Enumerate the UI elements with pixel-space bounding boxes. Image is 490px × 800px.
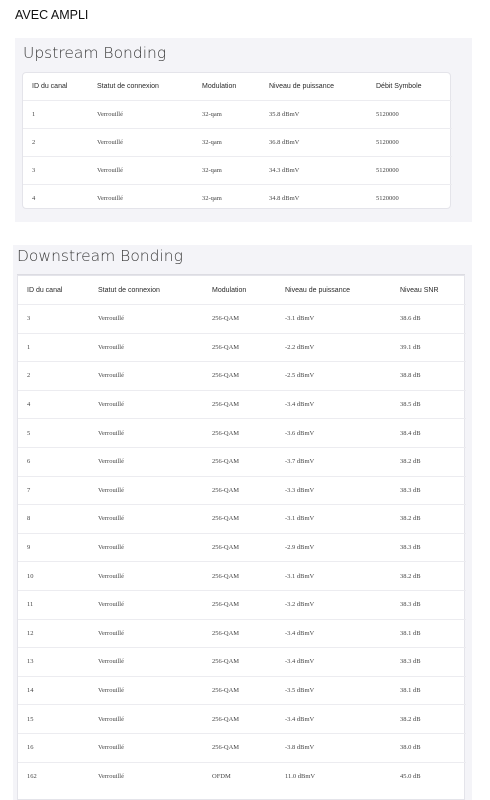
cell-connection-status: Verrouillé [88, 157, 193, 185]
cell-snr-level: 38.3 dB [391, 476, 466, 505]
cell-connection-status: Verrouillé [89, 305, 203, 334]
cell-channel-id: 4 [18, 390, 89, 419]
upstream-header-power: Niveau de puissance [269, 83, 334, 90]
cell-modulation: 256-QAM [203, 390, 276, 419]
cell-connection-status: Verrouillé [88, 129, 193, 157]
table-row [18, 533, 466, 562]
cell-power-level: 34.8 dBmV [260, 185, 367, 213]
cell-connection-status: Verrouillé [89, 562, 203, 591]
downstream-table [18, 276, 466, 790]
upstream-header-symbol-rate: Débit Symbole [376, 83, 422, 90]
downstream-header-snr: Niveau SNR [400, 286, 439, 294]
cell-modulation: 256-QAM [203, 562, 276, 591]
cell-modulation: 256-QAM [203, 648, 276, 677]
cell-power-level: -3.8 dBmV [276, 733, 391, 762]
table-row [23, 157, 452, 185]
cell-channel-id: 11 [18, 590, 89, 619]
table-row [18, 762, 466, 790]
cell-channel-id: 8 [18, 505, 89, 534]
cell-channel-id: 3 [23, 157, 88, 185]
cell-connection-status: Verrouillé [89, 447, 203, 476]
cell-power-level: -2.9 dBmV [276, 533, 391, 562]
cell-snr-level: 38.4 dB [391, 419, 466, 448]
cell-connection-status: Verrouillé [89, 362, 203, 391]
cell-snr-level: 38.2 dB [391, 562, 466, 591]
cell-power-level: -3.4 dBmV [276, 619, 391, 648]
cell-symbol-rate: 5120000 [367, 157, 452, 185]
upstream-header-modulation: Modulation [202, 83, 237, 90]
cell-modulation: 256-QAM [203, 619, 276, 648]
cell-power-level: -3.4 dBmV [276, 705, 391, 734]
cell-symbol-rate: 5120000 [367, 185, 452, 213]
cell-connection-status: Verrouillé [89, 619, 203, 648]
cell-channel-id: 3 [18, 305, 89, 334]
cell-modulation: 256-QAM [203, 505, 276, 534]
cell-connection-status: Verrouillé [89, 533, 203, 562]
table-row [18, 390, 466, 419]
downstream-header-modulation: Modulation [212, 286, 247, 294]
cell-channel-id: 15 [18, 705, 89, 734]
cell-power-level: -2.5 dBmV [276, 362, 391, 391]
cell-channel-id: 1 [18, 333, 89, 362]
cell-power-level: -3.1 dBmV [276, 562, 391, 591]
cell-channel-id: 1 [23, 101, 88, 129]
cell-snr-level: 38.3 dB [391, 590, 466, 619]
table-row [18, 648, 466, 677]
table-row [18, 333, 466, 362]
upstream-header-status: Statut de connexion [97, 83, 159, 90]
cell-power-level: -3.1 dBmV [276, 305, 391, 334]
cell-channel-id: 9 [18, 533, 89, 562]
cell-channel-id: 6 [18, 447, 89, 476]
downstream-bonding-panel [13, 245, 472, 800]
cell-snr-level: 38.2 dB [391, 705, 466, 734]
upstream-title: Upstream Bonding [23, 44, 167, 62]
cell-snr-level: 45.0 dB [391, 762, 466, 790]
cell-modulation: 256-QAM [203, 447, 276, 476]
table-row [18, 476, 466, 505]
cell-modulation: 256-QAM [203, 476, 276, 505]
cell-connection-status: Verrouillé [89, 648, 203, 677]
cell-modulation: 256-QAM [203, 705, 276, 734]
cell-modulation: 32-qam [193, 157, 260, 185]
table-row [18, 362, 466, 391]
table-row [18, 590, 466, 619]
cell-snr-level: 38.5 dB [391, 390, 466, 419]
cell-power-level: -3.4 dBmV [276, 648, 391, 677]
cell-modulation: 256-QAM [203, 533, 276, 562]
cell-modulation: 256-QAM [203, 305, 276, 334]
cell-modulation: 32-qam [193, 129, 260, 157]
cell-modulation: 256-QAM [203, 590, 276, 619]
table-row [18, 305, 466, 334]
downstream-header-row [18, 276, 466, 305]
cell-power-level: -3.2 dBmV [276, 590, 391, 619]
downstream-table-container [17, 275, 465, 800]
cell-snr-level: 38.3 dB [391, 533, 466, 562]
table-row [18, 505, 466, 534]
cell-modulation: OFDM [203, 762, 276, 790]
table-row [23, 129, 452, 157]
cell-channel-id: 2 [23, 129, 88, 157]
cell-connection-status: Verrouillé [88, 185, 193, 213]
cell-connection-status: Verrouillé [89, 419, 203, 448]
cell-channel-id: 10 [18, 562, 89, 591]
table-row [18, 619, 466, 648]
cell-connection-status: Verrouillé [89, 676, 203, 705]
downstream-header-id: ID du canal [27, 286, 63, 294]
page-title: AVEC AMPLI [15, 8, 89, 22]
cell-power-level: -3.3 dBmV [276, 476, 391, 505]
cell-power-level: -3.5 dBmV [276, 676, 391, 705]
cell-power-level: 34.3 dBmV [260, 157, 367, 185]
upstream-header-id: ID du canal [32, 83, 68, 90]
cell-connection-status: Verrouillé [89, 333, 203, 362]
cell-snr-level: 38.0 dB [391, 733, 466, 762]
downstream-title: Downstream Bonding [17, 247, 183, 265]
table-row [18, 676, 466, 705]
cell-connection-status: Verrouillé [89, 733, 203, 762]
cell-channel-id: 13 [18, 648, 89, 677]
cell-channel-id: 4 [23, 185, 88, 213]
cell-symbol-rate: 5120000 [367, 101, 452, 129]
cell-channel-id: 5 [18, 419, 89, 448]
cell-power-level: -2.2 dBmV [276, 333, 391, 362]
cell-channel-id: 2 [18, 362, 89, 391]
cell-modulation: 256-QAM [203, 419, 276, 448]
cell-snr-level: 38.3 dB [391, 648, 466, 677]
cell-channel-id: 14 [18, 676, 89, 705]
table-row [23, 185, 452, 213]
cell-connection-status: Verrouillé [89, 390, 203, 419]
cell-connection-status: Verrouillé [89, 590, 203, 619]
cell-power-level: 35.8 dBmV [260, 101, 367, 129]
cell-connection-status: Verrouillé [89, 476, 203, 505]
upstream-table-container [22, 72, 451, 209]
upstream-header-row [23, 73, 452, 101]
cell-channel-id: 7 [18, 476, 89, 505]
cell-modulation: 256-QAM [203, 676, 276, 705]
cell-symbol-rate: 5120000 [367, 129, 452, 157]
cell-connection-status: Verrouillé [89, 505, 203, 534]
cell-power-level: 11.0 dBmV [276, 762, 391, 790]
cell-connection-status: Verrouillé [88, 101, 193, 129]
cell-snr-level: 39.1 dB [391, 333, 466, 362]
cell-power-level: -3.1 dBmV [276, 505, 391, 534]
cell-power-level: 36.8 dBmV [260, 129, 367, 157]
cell-channel-id: 16 [18, 733, 89, 762]
table-row [23, 101, 452, 129]
table-row [18, 562, 466, 591]
cell-snr-level: 38.8 dB [391, 362, 466, 391]
downstream-header-power: Niveau de puissance [285, 286, 350, 294]
cell-power-level: -3.7 dBmV [276, 447, 391, 476]
cell-modulation: 32-qam [193, 101, 260, 129]
cell-channel-id: 12 [18, 619, 89, 648]
upstream-bonding-panel [15, 38, 472, 222]
cell-snr-level: 38.1 dB [391, 619, 466, 648]
downstream-header-status: Statut de connexion [98, 286, 160, 294]
table-row [18, 705, 466, 734]
cell-power-level: -3.4 dBmV [276, 390, 391, 419]
cell-modulation: 256-QAM [203, 733, 276, 762]
cell-snr-level: 38.6 dB [391, 305, 466, 334]
cell-snr-level: 38.2 dB [391, 505, 466, 534]
cell-power-level: -3.6 dBmV [276, 419, 391, 448]
cell-connection-status: Verrouillé [89, 705, 203, 734]
cell-snr-level: 38.2 dB [391, 447, 466, 476]
cell-modulation: 256-QAM [203, 362, 276, 391]
table-row [18, 447, 466, 476]
table-row [18, 419, 466, 448]
table-row [18, 733, 466, 762]
cell-modulation: 32-qam [193, 185, 260, 213]
upstream-table [23, 73, 452, 212]
cell-channel-id: 162 [18, 762, 89, 790]
cell-connection-status: Verrouillé [89, 762, 203, 790]
cell-modulation: 256-QAM [203, 333, 276, 362]
cell-snr-level: 38.1 dB [391, 676, 466, 705]
